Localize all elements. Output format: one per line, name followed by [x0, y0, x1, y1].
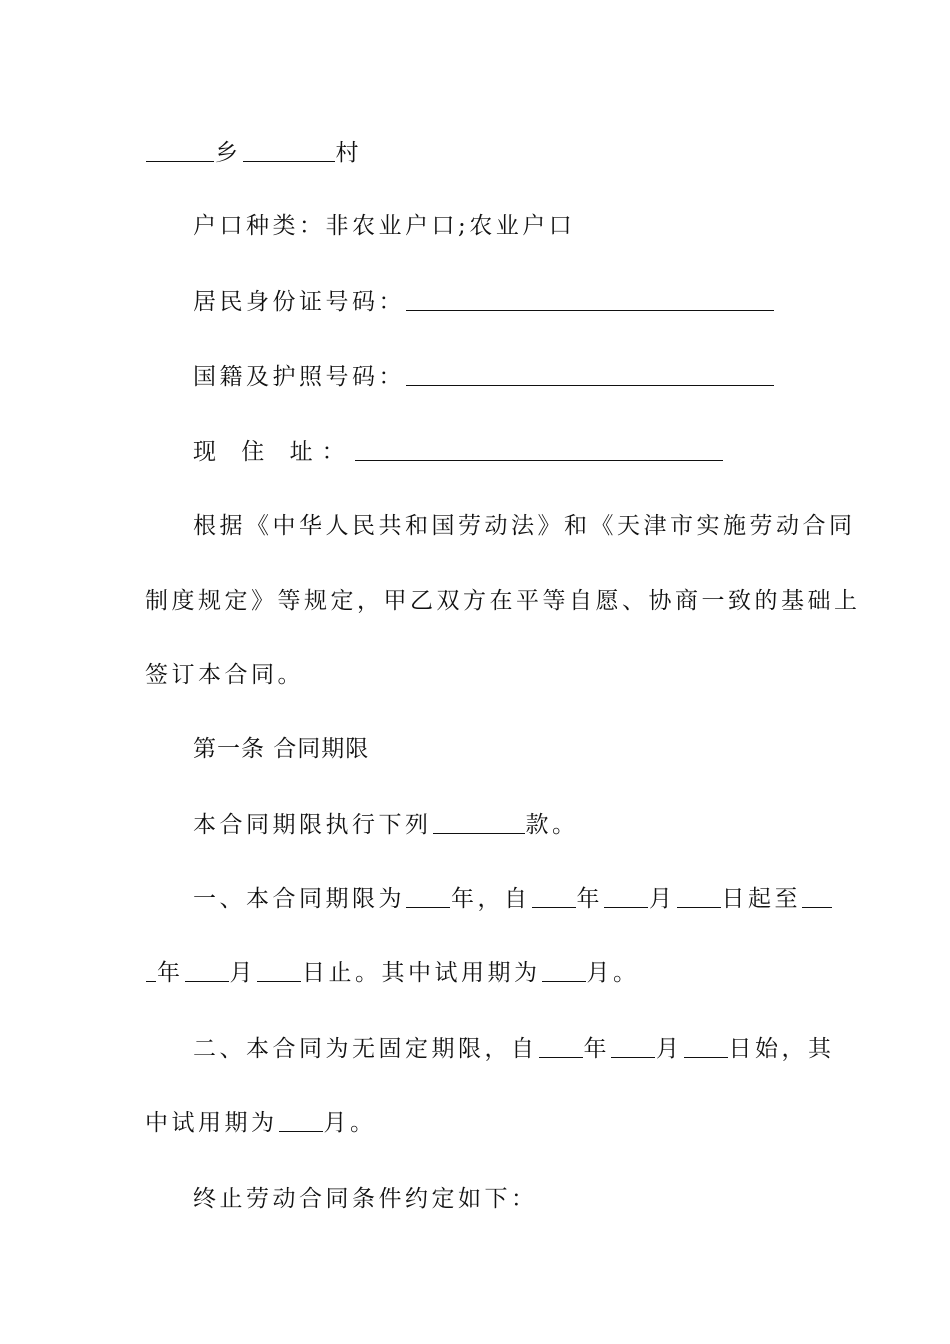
term-intro-before: 本合同期限执行下列	[193, 812, 432, 838]
passport-label: 国籍及护照号码：	[193, 364, 405, 390]
open-term-text-2: 年	[583, 1036, 610, 1062]
open-start-day-blank	[684, 1035, 728, 1058]
address-blank	[355, 438, 723, 461]
fixed-term-text-2: 年，自	[451, 886, 531, 912]
open-term-line-1	[193, 1034, 858, 1064]
open-start-month-blank	[611, 1035, 655, 1058]
article-title: 第一条 合同期限	[193, 736, 370, 762]
fixed-term-text-6: 年	[157, 960, 184, 986]
address-label: 现 住 址：	[193, 439, 354, 465]
fixed-term-text-1: 一、本合同期限为	[193, 886, 405, 912]
id-number-blank	[406, 288, 774, 311]
town-blank	[146, 139, 214, 162]
village-suffix: 村	[335, 140, 362, 166]
basis-line-3: 签订本合同。	[145, 662, 304, 688]
term-intro-after: 款。	[525, 812, 579, 838]
town-suffix: 乡	[215, 140, 242, 166]
open-term-text-5: 中试用期为	[145, 1110, 278, 1136]
fixed-term-text-3: 年	[576, 886, 603, 912]
id-number-label: 居民身份证号码：	[193, 289, 405, 315]
open-term-text-4: 日始，其	[728, 1036, 835, 1062]
fixed-term-line-2	[145, 958, 810, 988]
term-intro-line	[193, 810, 858, 840]
probation-months-blank	[542, 959, 586, 982]
open-term-line-2	[145, 1108, 810, 1138]
fixed-term-line-1	[193, 884, 858, 914]
fixed-term-text-8: 日止。其中试用期为	[302, 960, 541, 986]
village-blank	[243, 139, 335, 162]
end-year-blank-part-2	[146, 959, 156, 982]
passport-blank	[406, 363, 774, 386]
fixed-term-text-5: 日起至	[721, 886, 801, 912]
start-day-blank	[677, 885, 721, 908]
basis-line-1: 根据《中华人民共和国劳动法》和《天津市实施劳动合同	[193, 513, 856, 539]
end-year-blank-part-1	[802, 885, 832, 908]
basis-line-2: 制度规定》等规定，甲乙双方在平等自愿、协商一致的基础上	[145, 588, 861, 614]
address-line	[193, 437, 858, 467]
open-probation-blank	[279, 1109, 323, 1132]
village-line	[145, 138, 810, 168]
fixed-term-text-7: 月	[229, 960, 256, 986]
id-number-line	[193, 287, 858, 317]
open-term-text-1: 二、本合同为无固定期限，自	[193, 1036, 538, 1062]
start-month-blank	[604, 885, 648, 908]
passport-line	[193, 362, 858, 392]
termination-line: 终止劳动合同条件约定如下：	[193, 1186, 538, 1212]
fixed-term-text-4: 月	[649, 886, 676, 912]
fixed-term-text-9: 月。	[586, 960, 640, 986]
years-blank	[406, 885, 450, 908]
hukou-line: 户口种类：非农业户口;农业户口	[193, 213, 576, 239]
open-term-text-3: 月	[656, 1036, 683, 1062]
open-start-year-blank	[539, 1035, 583, 1058]
end-month-blank	[185, 959, 229, 982]
start-year-blank	[532, 885, 576, 908]
end-day-blank	[257, 959, 301, 982]
term-clause-blank	[433, 811, 525, 834]
open-term-text-6: 月。	[323, 1110, 377, 1136]
